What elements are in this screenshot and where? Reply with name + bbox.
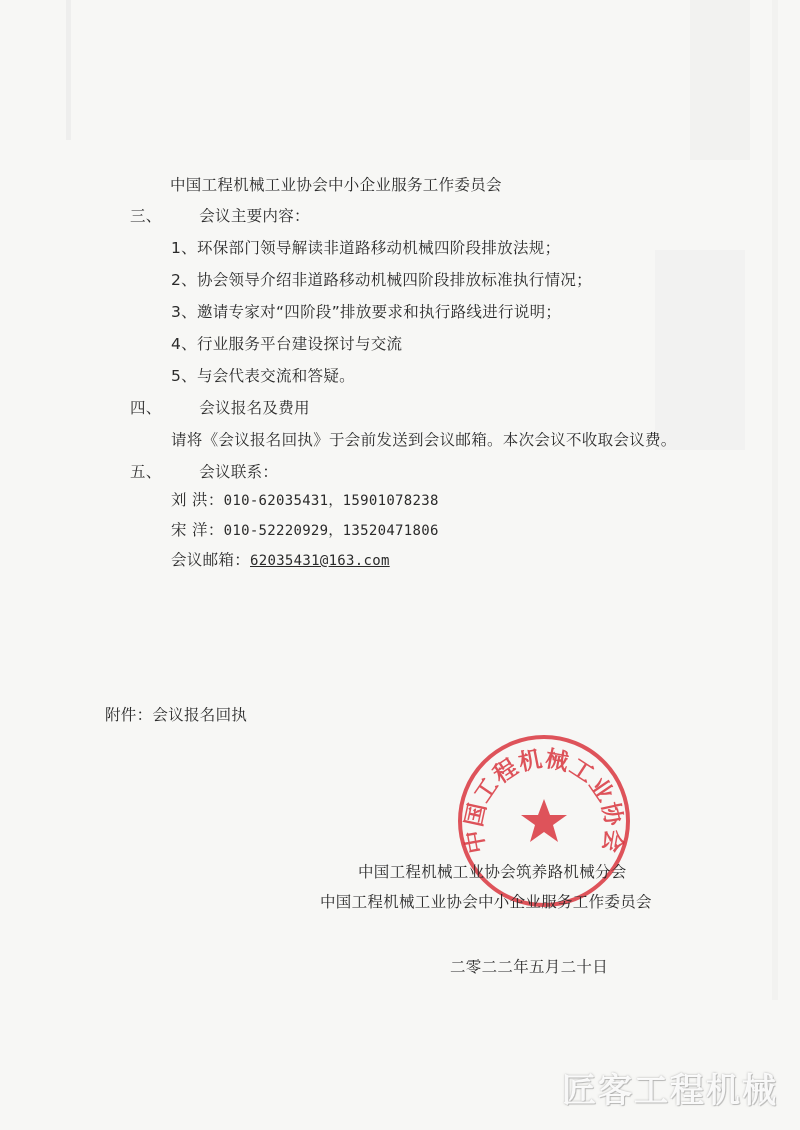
seal-stamp bbox=[456, 733, 632, 909]
contact-row bbox=[171, 488, 439, 510]
list-item: 1、环保部门领导解读非道路移动机械四阶段排放法规； bbox=[171, 239, 561, 257]
contact-phones: 010-62035431，15901078238 bbox=[223, 493, 439, 509]
scan-artifact bbox=[66, 0, 71, 140]
email-label: 会议邮箱： bbox=[171, 551, 251, 569]
section-title: 会议主要内容： bbox=[199, 207, 310, 225]
signature-date: 二零二二年五月二十日 bbox=[450, 958, 609, 976]
contact-name: 宋 洋： bbox=[171, 521, 224, 539]
contact-name: 刘 洪： bbox=[171, 491, 224, 509]
attachment-note: 附件：会议报名回执 bbox=[105, 706, 248, 724]
section-3-heading bbox=[130, 204, 310, 226]
section-number: 四、 bbox=[130, 399, 162, 417]
list-item: 2、协会领导介绍非道路移动机械四阶段排放标准执行情况； bbox=[171, 271, 592, 289]
list-item: 5、与会代表交流和答疑。 bbox=[171, 367, 355, 385]
scan-artifact bbox=[772, 0, 778, 1000]
section-5-heading bbox=[130, 460, 278, 482]
section-title: 会议联系： bbox=[199, 463, 279, 481]
email-link[interactable]: 62035431@163.com bbox=[250, 553, 390, 569]
section-4-body: 请将《会议报名回执》于会前发送到会议邮箱。本次会议不收取会议费。 bbox=[171, 431, 677, 449]
list-item: 3、邀请专家对“四阶段”排放要求和执行路线进行说明； bbox=[171, 303, 562, 321]
scan-artifact bbox=[690, 0, 750, 160]
list-item: 4、行业服务平台建设探讨与交流 bbox=[171, 335, 403, 353]
signature-org-1: 中国工程机械工业协会筑养路机械分会 bbox=[358, 863, 627, 881]
header-org-line: 中国工程机械工业协会中小企业服务工作委员会 bbox=[170, 176, 502, 194]
scan-artifact bbox=[655, 250, 745, 450]
contact-phones: 010-52220929，13520471806 bbox=[223, 523, 439, 539]
section-4-heading bbox=[130, 396, 310, 418]
section-number: 三、 bbox=[130, 207, 162, 225]
section-title: 会议报名及费用 bbox=[199, 399, 310, 417]
signature-org-2: 中国工程机械工业协会中小企业服务工作委员会 bbox=[320, 893, 652, 911]
contact-row bbox=[171, 518, 439, 540]
svg-text:中国工程机械工业协会: 中国工程机械工业协会 bbox=[460, 745, 628, 856]
star-icon bbox=[521, 799, 567, 842]
site-watermark: 匠客工程机械 bbox=[562, 1071, 778, 1111]
email-row bbox=[171, 548, 390, 570]
section-number: 五、 bbox=[130, 463, 162, 481]
